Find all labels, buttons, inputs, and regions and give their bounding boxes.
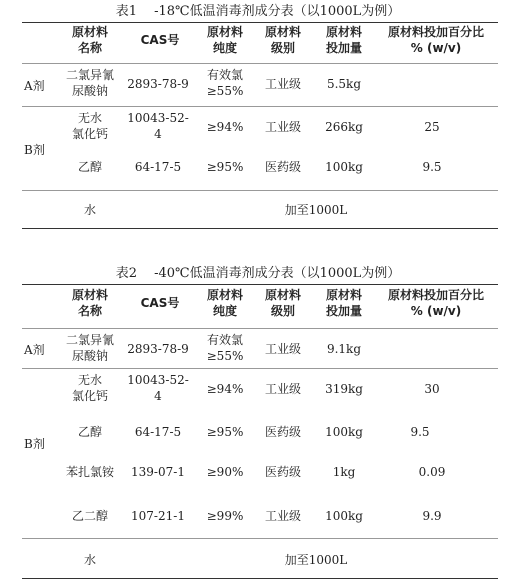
group-label-b: B剂 [24,437,45,451]
table-row-grade: 工业级 [264,77,301,91]
table-top-rule [22,284,498,285]
table-row-cas: 64-17-5 [134,160,182,174]
table-row-grade: 工业级 [264,509,301,523]
table-row-purity: ≥94% [206,120,244,134]
row-rule [22,190,498,191]
table-row-amount: 319kg [325,382,363,396]
header-amount: 原材料 投加量 [325,288,362,318]
water-name: 水 [83,203,96,217]
header-name: 原材料 名称 [71,25,108,55]
table-row-percent: 0.09 [418,465,446,479]
group-label-a: A剂 [24,79,45,93]
table-caption: 表2 -40℃低温消毒剂成分表（以1000L为例） [115,266,401,281]
table-row-amount: 100kg [325,509,363,523]
table-row-name: 乙醇 [77,160,102,174]
table-row-name: 二氯异氰 尿酸钠 [65,68,114,98]
table-row-grade: 工业级 [264,342,301,356]
table-row-amount: 100kg [325,160,363,174]
row-rule [22,538,498,539]
header-cas: CAS号 [140,296,180,310]
table-row-purity: ≥99% [206,509,244,523]
table-row-grade: 医药级 [264,425,301,439]
header-percent: 原材料投加百分比 % (w/v) [387,25,484,55]
table-row-purity: ≥95% [206,160,244,174]
table-row-percent: 25 [424,120,440,134]
table-row-purity: ≥90% [206,465,244,479]
table-row-percent: 9.5 [422,160,442,174]
water-value: 加至1000L [284,203,348,217]
table-row-name: 无水 氯化钙 [71,373,108,403]
table-row-cas: 64-17-5 [134,425,182,439]
table-row-grade: 医药级 [264,465,301,479]
table-row-cas: 107-21-1 [131,509,185,523]
table-row-name: 二氯异氰 尿酸钠 [65,333,114,363]
table-row-percent: 9.5 [410,425,430,439]
table-row-purity: ≥94% [206,382,244,396]
table-row-percent: 30 [424,382,440,396]
table-row-cas: 2893-78-9 [127,77,189,91]
header-purity: 原材料 纯度 [206,288,243,318]
table-bottom-rule [22,578,498,579]
table-row-percent: 9.9 [422,509,442,523]
header-name: 原材料 名称 [71,288,108,318]
header-amount: 原材料 投加量 [325,25,362,55]
group-label-a: A剂 [24,343,45,357]
header-percent: 原材料投加百分比 % (w/v) [387,288,484,318]
table-row-name: 乙二醇 [71,509,108,523]
table-row-cas: 2893-78-9 [127,342,189,356]
table-row-amount: 100kg [325,425,363,439]
table-row-name: 苯扎氯铵 [65,465,114,479]
table-row-amount: 5.5kg [326,77,362,91]
table-caption: 表1 -18℃低温消毒剂成分表（以1000L为例） [115,4,401,19]
table-row-cas: 139-07-1 [131,465,185,479]
table-row-grade: 工业级 [264,120,301,134]
table-top-rule [22,22,498,23]
table-row-purity: 有效氯 ≥55% [206,68,244,98]
table-bottom-rule [22,228,498,229]
table-row-amount: 9.1kg [326,342,362,356]
table-row-amount: 266kg [325,120,363,134]
header-rule [22,328,498,329]
table-row-grade: 工业级 [264,382,301,396]
group-rule [22,368,498,369]
table-row-purity: ≥95% [206,425,244,439]
header-grade: 原材料 级别 [264,25,301,55]
group-label-b: B剂 [24,143,45,157]
table-row-name: 无水 氯化钙 [71,111,108,141]
header-rule [22,63,498,64]
table-row-cas: 10043-52- 4 [127,111,189,141]
water-name: 水 [83,553,96,567]
table-row-grade: 医药级 [264,160,301,174]
table-row-purity: 有效氯 ≥55% [206,333,244,363]
header-purity: 原材料 纯度 [206,25,243,55]
table-row-name: 乙醇 [77,425,102,439]
table-row-amount: 1kg [332,465,356,479]
table-row-cas: 10043-52- 4 [127,373,189,403]
header-grade: 原材料 级别 [264,288,301,318]
group-rule [22,106,498,107]
water-value: 加至1000L [284,553,348,567]
header-cas: CAS号 [140,33,180,47]
